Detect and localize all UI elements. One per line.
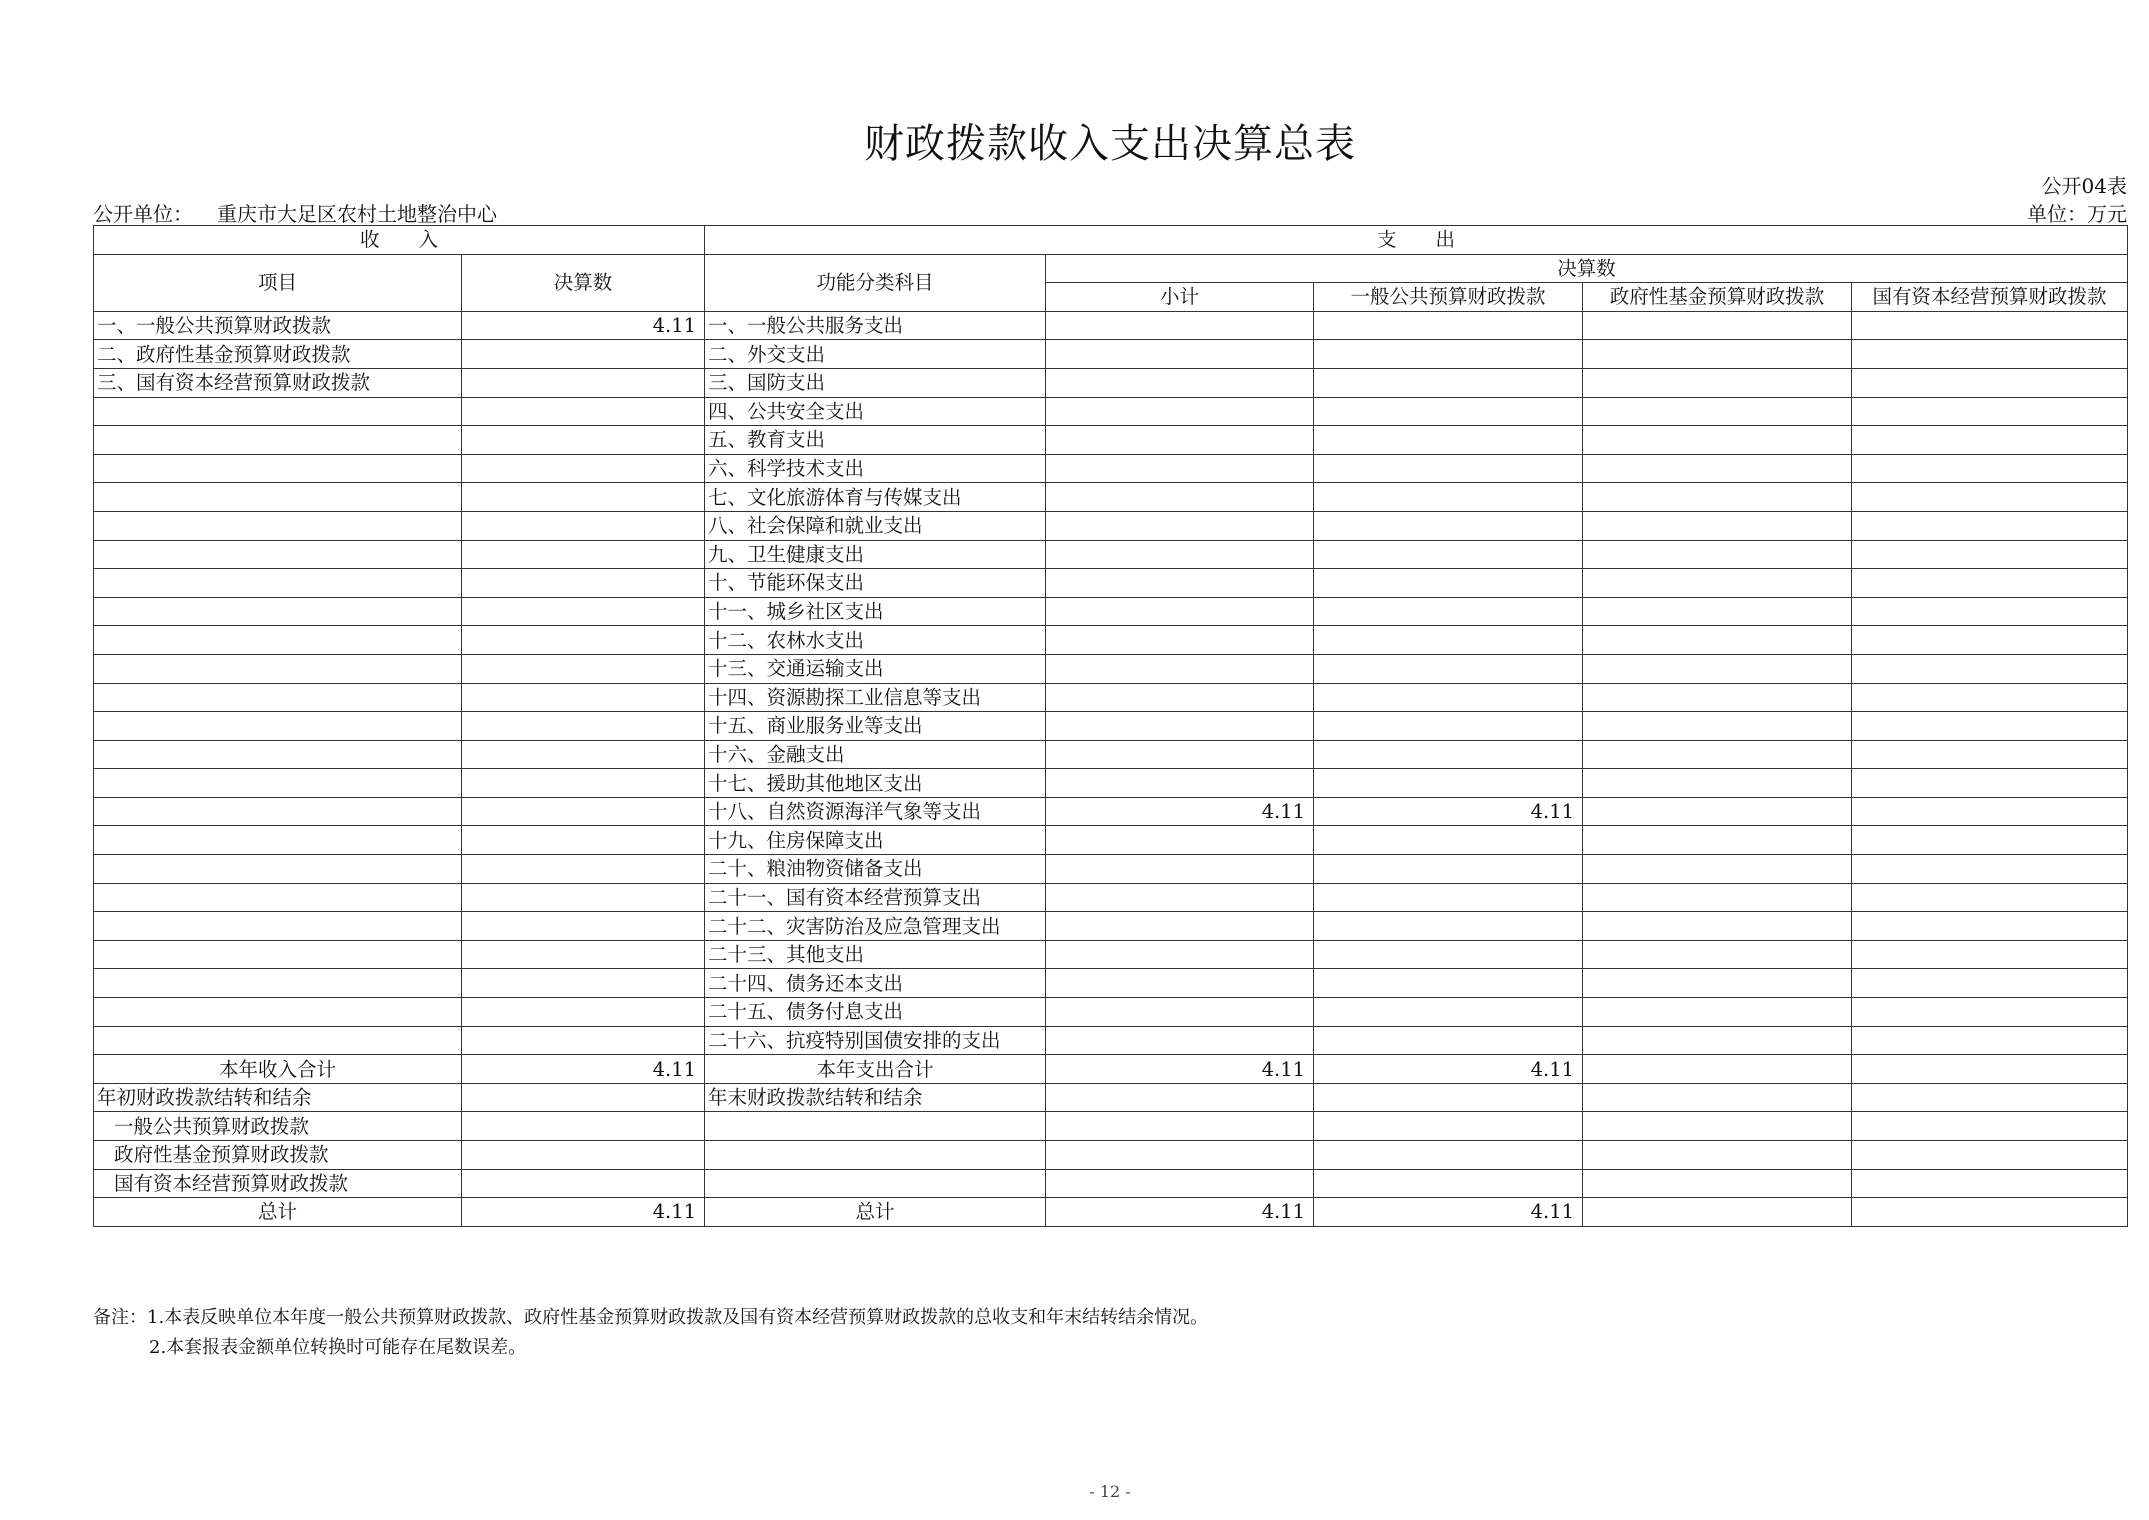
empty-cell (705, 1169, 1046, 1198)
income-amount-cell (462, 998, 705, 1027)
subtotal-cell (1046, 883, 1314, 912)
func-category-cell: 八、社会保障和就业支出 (705, 511, 1046, 540)
subtotal-cell (1046, 569, 1314, 598)
income-item-cell (94, 654, 462, 683)
state-capital-cell (1852, 969, 2128, 998)
func-category-cell: 二、外交支出 (705, 340, 1046, 369)
gov-fund-cell (1583, 454, 1852, 483)
func-category-cell: 十五、商业服务业等支出 (705, 712, 1046, 741)
table-row (94, 626, 2128, 655)
header-row-1 (94, 226, 2128, 255)
func-category-cell: 二十六、抗疫特别国债安排的支出 (705, 1026, 1046, 1055)
note-line-1: 备注：1.本表反映单位本年度一般公共预算财政拨款、政府性基金预算财政拨款及国有资本经营预算财政拨款的总收支和年末结转结余情况。 (93, 1307, 1209, 1328)
income-item-cell (94, 998, 462, 1027)
income-amount-cell (462, 712, 705, 741)
income-item-cell (94, 483, 462, 512)
empty-cell (462, 1112, 705, 1141)
func-category-cell: 九、卫生健康支出 (705, 540, 1046, 569)
func-category-cell: 二十一、国有资本经营预算支出 (705, 883, 1046, 912)
func-category-cell: 十九、住房保障支出 (705, 826, 1046, 855)
func-category-cell: 十六、金融支出 (705, 740, 1046, 769)
subtotal-cell (1046, 940, 1314, 969)
table-row (94, 769, 2128, 798)
general-cell (1314, 569, 1583, 598)
subtotal-cell (1046, 340, 1314, 369)
state-capital-cell (1852, 569, 2128, 598)
gov-fund-cell (1583, 483, 1852, 512)
table-row (94, 483, 2128, 512)
empty-cell (1314, 1112, 1583, 1141)
income-item-cell: 三、国有资本经营预算财政拨款 (94, 368, 462, 397)
general-cell (1314, 540, 1583, 569)
general-cell (1314, 712, 1583, 741)
general-cell (1314, 998, 1583, 1027)
total-expense-label: 总计 (705, 1198, 1046, 1227)
subtotal-cell (1046, 454, 1314, 483)
gov-fund-cell (1583, 855, 1852, 884)
table-row (94, 940, 2128, 969)
carryover-gov-row (94, 1141, 2128, 1170)
income-amount-cell (462, 797, 705, 826)
income-amount-cell (462, 426, 705, 455)
gov-fund-cell (1583, 397, 1852, 426)
unit-label: 公开单位： (93, 202, 193, 226)
unit-name: 重庆市大足区农村土地整治中心 (217, 202, 497, 226)
state-capital-cell (1852, 626, 2128, 655)
general-cell (1314, 683, 1583, 712)
gov-fund-cell (1583, 969, 1852, 998)
income-amount-cell (462, 826, 705, 855)
table-row (94, 683, 2128, 712)
year-expense-sc (1852, 1055, 2128, 1084)
gov-fund-cell (1583, 511, 1852, 540)
income-item-cell (94, 454, 462, 483)
empty-cell (462, 1141, 705, 1170)
general-cell (1314, 597, 1583, 626)
func-header: 功能分类科目 (705, 254, 1046, 311)
state-capital-cell (1852, 368, 2128, 397)
year-expense-label: 本年支出合计 (705, 1055, 1046, 1084)
func-category-cell: 二十四、债务还本支出 (705, 969, 1046, 998)
func-category-cell: 三、国防支出 (705, 368, 1046, 397)
begin-sc-label: 国有资本经营预算财政拨款 (94, 1169, 462, 1198)
general-cell (1314, 311, 1583, 340)
table-row (94, 883, 2128, 912)
state-capital-cell (1852, 654, 2128, 683)
income-amount-cell (462, 683, 705, 712)
gov-fund-cell (1583, 998, 1852, 1027)
func-category-cell: 十二、农林水支出 (705, 626, 1046, 655)
begin-carryover-value (462, 1083, 705, 1112)
table-row (94, 454, 2128, 483)
subtotal-cell (1046, 654, 1314, 683)
income-amount-cell (462, 1026, 705, 1055)
subtotal-cell (1046, 740, 1314, 769)
table-row (94, 712, 2128, 741)
state-capital-cell (1852, 740, 2128, 769)
end-carryover-gov (1583, 1083, 1852, 1112)
gov-fund-cell (1583, 769, 1852, 798)
end-carryover-gen (1314, 1083, 1583, 1112)
subtotal-header: 小计 (1046, 283, 1314, 312)
func-category-cell: 十三、交通运输支出 (705, 654, 1046, 683)
header-row-2 (94, 254, 2128, 283)
state-capital-header: 国有资本经营预算财政拨款 (1852, 283, 2128, 312)
state-capital-cell (1852, 940, 2128, 969)
year-expense-subtotal: 4.11 (1046, 1055, 1314, 1084)
gov-fund-cell (1583, 683, 1852, 712)
table-row (94, 797, 2128, 826)
empty-cell (1046, 1141, 1314, 1170)
income-item-cell (94, 769, 462, 798)
year-income-label: 本年收入合计 (94, 1055, 462, 1084)
begin-carryover-label: 年初财政拨款结转和结余 (94, 1083, 462, 1112)
table-row (94, 368, 2128, 397)
general-cell (1314, 483, 1583, 512)
subtotal-cell (1046, 540, 1314, 569)
state-capital-cell (1852, 712, 2128, 741)
year-expense-gov (1583, 1055, 1852, 1084)
table-row (94, 826, 2128, 855)
subtotal-cell (1046, 912, 1314, 941)
func-category-cell: 十八、自然资源海洋气象等支出 (705, 797, 1046, 826)
func-category-cell: 二十二、灾害防治及应急管理支出 (705, 912, 1046, 941)
table-row (94, 855, 2128, 884)
income-item-cell (94, 511, 462, 540)
empty-cell (1852, 1169, 2128, 1198)
gov-fund-cell (1583, 626, 1852, 655)
state-capital-cell (1852, 769, 2128, 798)
empty-cell (1314, 1169, 1583, 1198)
general-cell (1314, 826, 1583, 855)
state-capital-cell (1852, 912, 2128, 941)
state-capital-cell (1852, 397, 2128, 426)
subtotal-cell (1046, 397, 1314, 426)
gov-fund-cell (1583, 712, 1852, 741)
empty-cell (705, 1112, 1046, 1141)
subtotal-cell (1046, 712, 1314, 741)
amount-header: 决算数 (462, 254, 705, 311)
empty-cell (1583, 1112, 1852, 1141)
table-body (94, 226, 2128, 1055)
empty-cell (1583, 1169, 1852, 1198)
state-capital-cell (1852, 340, 2128, 369)
func-category-cell: 十四、资源勘探工业信息等支出 (705, 683, 1046, 712)
subtotal-cell (1046, 826, 1314, 855)
gov-fund-cell (1583, 340, 1852, 369)
subtotal-cell (1046, 511, 1314, 540)
subtotal-cell (1046, 597, 1314, 626)
state-capital-cell (1852, 797, 2128, 826)
state-capital-cell (1852, 311, 2128, 340)
income-item-cell (94, 969, 462, 998)
general-cell (1314, 740, 1583, 769)
gov-fund-cell (1583, 940, 1852, 969)
table-footer (94, 1055, 2128, 1227)
gov-fund-header: 政府性基金预算财政拨款 (1583, 283, 1852, 312)
notes (93, 1303, 1208, 1363)
table-row (94, 426, 2128, 455)
empty-cell (1046, 1169, 1314, 1198)
income-item-cell (94, 712, 462, 741)
income-amount-cell (462, 597, 705, 626)
income-amount-cell (462, 540, 705, 569)
empty-cell (1583, 1141, 1852, 1170)
income-item-cell (94, 626, 462, 655)
carryover-sc-row (94, 1169, 2128, 1198)
subtotal-cell: 4.11 (1046, 797, 1314, 826)
total-income-label: 总计 (94, 1198, 462, 1227)
state-capital-cell (1852, 683, 2128, 712)
page-number: - 12 - (1089, 1482, 1131, 1501)
income-amount-cell (462, 940, 705, 969)
end-carryover-sub (1046, 1083, 1314, 1112)
expense-header: 支 出 (705, 226, 2128, 255)
income-amount-cell: 4.11 (462, 311, 705, 340)
state-capital-cell (1852, 826, 2128, 855)
income-amount-cell (462, 569, 705, 598)
empty-cell (462, 1169, 705, 1198)
carryover-general-row (94, 1112, 2128, 1141)
income-amount-cell (462, 969, 705, 998)
year-income-value: 4.11 (462, 1055, 705, 1084)
table-row (94, 569, 2128, 598)
table-row (94, 540, 2128, 569)
state-capital-cell (1852, 483, 2128, 512)
income-item-cell (94, 826, 462, 855)
subtotal-cell (1046, 311, 1314, 340)
subtotal-cell (1046, 483, 1314, 512)
income-item-cell (94, 940, 462, 969)
end-carryover-label: 年末财政拨款结转和结余 (705, 1083, 1046, 1112)
income-item-cell: 二、政府性基金预算财政拨款 (94, 340, 462, 369)
income-amount-cell (462, 340, 705, 369)
func-category-cell: 十七、援助其他地区支出 (705, 769, 1046, 798)
func-category-cell: 五、教育支出 (705, 426, 1046, 455)
income-item-cell (94, 426, 462, 455)
table-row (94, 969, 2128, 998)
gov-fund-cell (1583, 426, 1852, 455)
table-row (94, 740, 2128, 769)
general-cell (1314, 1026, 1583, 1055)
state-capital-cell (1852, 1026, 2128, 1055)
income-amount-cell (462, 740, 705, 769)
subtotal-cell (1046, 1026, 1314, 1055)
func-category-cell: 二十、粮油物资储备支出 (705, 855, 1046, 884)
page-title: 财政拨款收入支出决算总表 (864, 121, 1356, 167)
income-item-cell (94, 740, 462, 769)
appropriation-table (93, 225, 2128, 1227)
end-carryover-sc (1852, 1083, 2128, 1112)
func-category-cell: 十、节能环保支出 (705, 569, 1046, 598)
empty-cell (1046, 1112, 1314, 1141)
general-cell (1314, 940, 1583, 969)
table-row (94, 597, 2128, 626)
subtotal-cell (1046, 426, 1314, 455)
table-row (94, 1026, 2128, 1055)
income-item-cell (94, 397, 462, 426)
income-header: 收 入 (94, 226, 705, 255)
income-item-cell (94, 855, 462, 884)
subtotal-cell (1046, 998, 1314, 1027)
note-line-2: 2.本套报表金额单位转换时可能存在尾数误差。 (149, 1337, 527, 1358)
table-row (94, 998, 2128, 1027)
empty-cell (705, 1141, 1046, 1170)
state-capital-cell (1852, 511, 2128, 540)
gov-fund-cell (1583, 883, 1852, 912)
func-category-cell: 四、公共安全支出 (705, 397, 1046, 426)
final-header: 决算数 (1046, 254, 2128, 283)
income-amount-cell (462, 855, 705, 884)
income-item-cell (94, 1026, 462, 1055)
state-capital-cell (1852, 597, 2128, 626)
func-category-cell: 二十三、其他支出 (705, 940, 1046, 969)
general-cell (1314, 426, 1583, 455)
state-capital-cell (1852, 426, 2128, 455)
gov-fund-cell (1583, 912, 1852, 941)
carryover-row (94, 1083, 2128, 1112)
grand-total-row (94, 1198, 2128, 1227)
income-amount-cell (462, 626, 705, 655)
income-item-cell: 一、一般公共预算财政拨款 (94, 311, 462, 340)
empty-cell (1852, 1141, 2128, 1170)
year-expense-general: 4.11 (1314, 1055, 1583, 1084)
empty-cell (1852, 1112, 2128, 1141)
income-amount-cell (462, 397, 705, 426)
income-amount-cell (462, 454, 705, 483)
gov-fund-cell (1583, 311, 1852, 340)
general-cell (1314, 511, 1583, 540)
gov-fund-cell (1583, 740, 1852, 769)
table-row (94, 311, 2128, 340)
income-amount-cell (462, 654, 705, 683)
income-amount-cell (462, 912, 705, 941)
state-capital-cell (1852, 855, 2128, 884)
state-capital-cell (1852, 454, 2128, 483)
general-cell (1314, 769, 1583, 798)
subtotal-cell (1046, 626, 1314, 655)
income-item-cell (94, 883, 462, 912)
begin-gov-label: 政府性基金预算财政拨款 (94, 1141, 462, 1170)
income-item-cell (94, 540, 462, 569)
gov-fund-cell (1583, 569, 1852, 598)
reporting-unit (93, 198, 497, 227)
subtotal-cell (1046, 855, 1314, 884)
subtotal-cell (1046, 368, 1314, 397)
state-capital-cell (1852, 540, 2128, 569)
general-cell (1314, 454, 1583, 483)
general-cell (1314, 397, 1583, 426)
general-header: 一般公共预算财政拨款 (1314, 283, 1583, 312)
item-header: 项目 (94, 254, 462, 311)
gov-fund-cell (1583, 540, 1852, 569)
general-cell (1314, 368, 1583, 397)
income-item-cell (94, 597, 462, 626)
total-general-value: 4.11 (1314, 1198, 1583, 1227)
func-category-cell: 六、科学技术支出 (705, 454, 1046, 483)
total-gov-value (1583, 1198, 1852, 1227)
table-row (94, 654, 2128, 683)
state-capital-cell (1852, 998, 2128, 1027)
func-category-cell: 二十五、债务付息支出 (705, 998, 1046, 1027)
general-cell (1314, 883, 1583, 912)
func-category-cell: 一、一般公共服务支出 (705, 311, 1046, 340)
table-row (94, 340, 2128, 369)
income-amount-cell (462, 769, 705, 798)
state-capital-cell (1852, 883, 2128, 912)
income-amount-cell (462, 511, 705, 540)
income-item-cell (94, 569, 462, 598)
table-row (94, 912, 2128, 941)
unit-line (93, 198, 2127, 227)
func-category-cell: 十一、城乡社区支出 (705, 597, 1046, 626)
income-amount-cell (462, 883, 705, 912)
general-cell (1314, 912, 1583, 941)
total-sc-value (1852, 1198, 2128, 1227)
income-item-cell (94, 912, 462, 941)
general-cell (1314, 855, 1583, 884)
gov-fund-cell (1583, 368, 1852, 397)
subtotal-cell (1046, 969, 1314, 998)
general-cell (1314, 340, 1583, 369)
gov-fund-cell (1583, 826, 1852, 855)
total-income-value: 4.11 (462, 1198, 705, 1227)
total-subtotal-value: 4.11 (1046, 1198, 1314, 1227)
table-row (94, 511, 2128, 540)
gov-fund-cell (1583, 1026, 1852, 1055)
empty-cell (1314, 1141, 1583, 1170)
func-category-cell: 七、文化旅游体育与传媒支出 (705, 483, 1046, 512)
subtotal-cell (1046, 683, 1314, 712)
year-total-row (94, 1055, 2128, 1084)
income-item-cell (94, 683, 462, 712)
currency-unit: 单位：万元 (2027, 202, 2127, 226)
form-number: 公开04表 (2041, 174, 2127, 198)
income-amount-cell (462, 368, 705, 397)
general-cell (1314, 969, 1583, 998)
gov-fund-cell (1583, 597, 1852, 626)
gov-fund-cell (1583, 797, 1852, 826)
general-cell: 4.11 (1314, 797, 1583, 826)
subtotal-cell (1046, 769, 1314, 798)
income-amount-cell (462, 483, 705, 512)
income-item-cell (94, 797, 462, 826)
general-cell (1314, 654, 1583, 683)
begin-general-label: 一般公共预算财政拨款 (94, 1112, 462, 1141)
table-row (94, 397, 2128, 426)
gov-fund-cell (1583, 654, 1852, 683)
general-cell (1314, 626, 1583, 655)
